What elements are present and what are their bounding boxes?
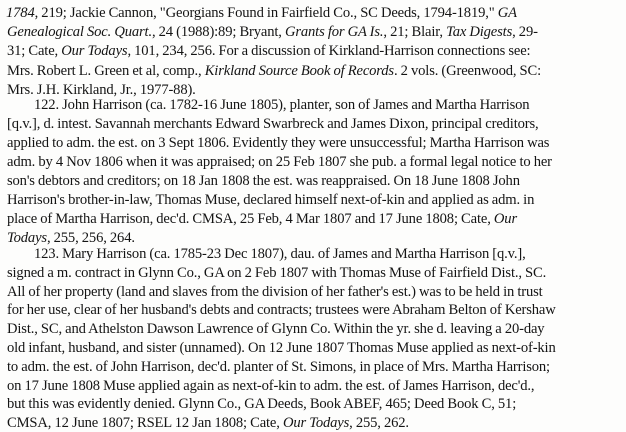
body-text: 31; Cate,	[7, 43, 62, 60]
body-text: [q.v.], d. intest. Savannah merchants Edward Swarbreck and James Dixon, principal creditors,	[7, 116, 539, 132]
intro-citation-paragraph-line-1	[6, 4, 517, 22]
body-text: but this was evidently denied. Glynn Co., GA Deeds, Book ABEF, 465; Deed Book C, 51;	[7, 396, 517, 413]
italic-title-text: Our Todays	[61, 43, 128, 60]
body-text: adm. by 4 Nov 1806 when it was appraised; on 25 Feb 1807 she pub. a formal legal notice to her	[7, 154, 552, 170]
body-text: place of Martha Harrison, dec'd. CMSA, 25 Feb, 4 Mar 1807 and 17 June 1808; Cate,	[7, 211, 494, 227]
entry-123-mary-harrison-line-2	[7, 264, 546, 282]
body-text: old infant, husband, and sister (unnamed). On 12 June 1807 Thomas Muse applied as next-of-kin	[7, 340, 556, 356]
italic-title-text: Genealogical Soc. Quart.	[7, 24, 152, 41]
entry-122-john-harrison-line-3	[7, 134, 549, 152]
body-text: , 21; Blair,	[383, 24, 447, 41]
entry-122-john-harrison-line-2	[7, 115, 539, 133]
intro-citation-paragraph-line-3	[7, 42, 530, 60]
entry-122-john-harrison-line-7	[7, 210, 517, 228]
entry-123-mary-harrison-line-4	[7, 301, 556, 319]
body-text: Mrs. J.H. Kirkland, Jr., 1977-88).	[7, 81, 196, 98]
entry-123-mary-harrison-line-6	[7, 339, 556, 357]
body-text: CMSA, 12 June 1807; RSEL 12 Jan 1808; Cate,	[7, 415, 283, 432]
entry-122-john-harrison-line-6	[7, 191, 534, 209]
body-text: , 255, 262.	[349, 415, 409, 432]
body-text: 122. John Harrison (ca. 1782-16 June 1805), planter, son of James and Martha Harrison	[34, 97, 530, 113]
body-text: . 2 vols. (Greenwood, SC:	[393, 62, 542, 79]
body-text: for her use, clear of her husband's debts and contracts; trustees were Abraham Belton of Kershaw	[7, 302, 556, 319]
body-text: Harrison's brother-in-law, Thomas Muse, declared himself next-of-kin and applied as adm. in	[7, 192, 535, 208]
body-text: on 17 June 1808 Muse applied again as next-of-kin to adm. the est. of James Harrison, dec'd.,	[7, 377, 535, 394]
entry-123-mary-harrison-line-1	[34, 245, 526, 263]
body-text: Mrs. Robert L. Green et al, comp.,	[7, 62, 205, 79]
entry-123-mary-harrison-line-8	[7, 377, 534, 395]
italic-title-text: GA	[497, 5, 517, 21]
entry-123-mary-harrison-line-7	[7, 358, 550, 376]
body-text: to adm. the est. of John Harrison, dec'd. planter of St. Simons, in place of Mrs. Martha Harrison;	[7, 358, 550, 375]
body-text: All of her property (land and slaves from the division of her father's est.) was to be held in trust	[7, 283, 543, 300]
entry-122-john-harrison-line-5	[7, 172, 520, 190]
intro-citation-paragraph-line-4	[7, 62, 541, 80]
body-text: , 219; Jackie Cannon, "Georgians Found in Fairfield Co., SC Deeds, 1794-1819,"	[34, 5, 498, 21]
body-text: Dist., SC, and Athelston Dawson Lawrence of Glynn Co. Within the yr. she d. leaving a 20-day	[7, 321, 545, 338]
entry-122-john-harrison-line-4	[7, 153, 552, 171]
body-text: signed a m. contract in Glynn Co., GA on 2 Feb 1807 with Thomas Muse of Fairfield Dist., SC.	[7, 264, 547, 281]
entry-123-mary-harrison-line-5	[7, 320, 544, 338]
italic-title-text: Todays	[7, 230, 47, 246]
body-text: , 29-	[512, 24, 538, 41]
body-text: 123. Mary Harrison (ca. 1785-23 Dec 1807), dau. of James and Martha Harrison [q.v.],	[34, 246, 526, 262]
italic-title-text: Our Todays	[282, 415, 350, 432]
body-text: son's debtors and creditors; on 18 Jan 1808 the est. was reappraised. On 18 June 1808 John	[7, 173, 520, 189]
italic-title-text: Grants for GA Is.	[284, 24, 384, 41]
body-text: , 101, 234, 256. For a discussion of Kirkland-Harrison connections see:	[127, 43, 531, 60]
body-text: , 24 (1988):89; Bryant,	[151, 24, 285, 41]
intro-citation-paragraph-line-2	[7, 23, 538, 41]
entry-123-mary-harrison-line-3	[7, 283, 543, 301]
italic-title-text: 1784	[6, 5, 35, 21]
entry-123-mary-harrison-line-9	[7, 395, 516, 413]
body-text: applied to adm. the est. on 3 Sept 1806. Evidently they were unsuccessful; Martha Harrison was	[7, 135, 550, 151]
entry-122-john-harrison-line-1	[34, 96, 529, 114]
italic-title-text: Kirkland Source Book of Records	[204, 62, 394, 79]
entry-123-mary-harrison-line-10	[7, 414, 409, 432]
body-text: , 255, 256, 264.	[46, 230, 135, 246]
italic-title-text: Tax Digests	[446, 24, 513, 41]
italic-title-text: Our	[493, 211, 517, 227]
